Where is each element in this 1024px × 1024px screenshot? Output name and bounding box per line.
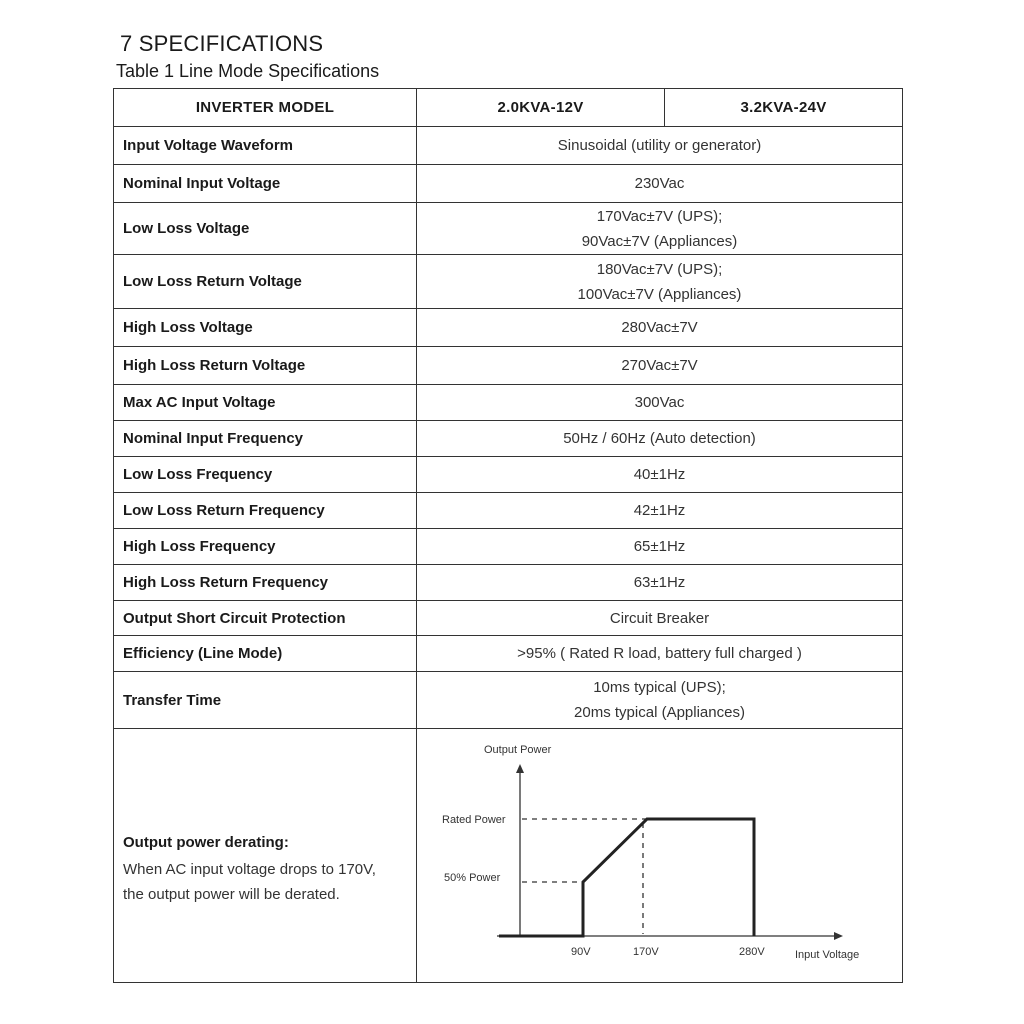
- row-value: 300Vac: [417, 385, 903, 421]
- row-label: High Loss Return Voltage: [114, 347, 417, 385]
- row-label: Low Loss Voltage: [114, 203, 417, 255]
- row-value: Sinusoidal (utility or generator): [417, 127, 903, 165]
- row-value-line1: 180Vac±7V (UPS);: [596, 260, 723, 278]
- x-tick-280v: 280V: [739, 945, 765, 958]
- table-row: [114, 601, 903, 636]
- derating-chart: [417, 731, 901, 981]
- row-value: 40±1Hz: [417, 457, 903, 493]
- row-value: 42±1Hz: [417, 493, 903, 529]
- row-value-line2: 20ms typical (Appliances): [574, 704, 745, 721]
- row-value-line1: 10ms typical (UPS);: [593, 679, 726, 696]
- row-label: Output Short Circuit Protection: [114, 601, 417, 636]
- table-row: [114, 421, 903, 457]
- table-row: [114, 636, 903, 672]
- table-row: [114, 127, 903, 165]
- derating-chart-cell: [417, 729, 903, 983]
- row-label: Input Voltage Waveform: [114, 127, 417, 165]
- row-label: High Loss Frequency: [114, 529, 417, 565]
- derating-curve: [499, 819, 754, 936]
- row-label: Low Loss Return Frequency: [114, 493, 417, 529]
- x-axis-arrow-icon: [834, 932, 843, 940]
- row-value-line1: 170Vac±7V (UPS);: [596, 207, 723, 225]
- row-label: High Loss Return Frequency: [114, 565, 417, 601]
- y-axis-arrow-icon: [516, 764, 524, 773]
- row-label: Low Loss Frequency: [114, 457, 417, 493]
- row-value-line2: 90Vac±7V (Appliances): [581, 232, 738, 250]
- y-axis-label: Output Power: [484, 743, 552, 756]
- row-value: 65±1Hz: [417, 529, 903, 565]
- derating-label-cell: [114, 729, 417, 983]
- derating-desc-line2: the output power will be derated.: [123, 886, 340, 903]
- row-value: 230Vac: [417, 165, 903, 203]
- table-row: [114, 672, 903, 729]
- half-power-label: 50% Power: [444, 871, 501, 884]
- table-row: [114, 255, 903, 309]
- row-label: Nominal Input Frequency: [114, 421, 417, 457]
- table-row: [114, 457, 903, 493]
- section-title: 7 SPECIFICATIONS: [120, 31, 324, 56]
- header-model-a: 2.0KVA-12V: [417, 89, 665, 127]
- row-value: [417, 672, 903, 729]
- row-label: Low Loss Return Voltage: [114, 255, 417, 309]
- row-value: [417, 203, 903, 255]
- row-value: [417, 255, 903, 309]
- table-row: [114, 203, 903, 255]
- spec-table: [113, 88, 903, 983]
- row-value: 50Hz / 60Hz (Auto detection): [417, 421, 903, 457]
- x-axis-label: Input Voltage: [795, 948, 860, 961]
- table-row: [114, 385, 903, 421]
- derating-title: Output power derating:: [123, 834, 289, 851]
- table-row: [114, 165, 903, 203]
- row-value: 280Vac±7V: [417, 309, 903, 347]
- table-header-row: [114, 89, 903, 127]
- x-tick-170v: 170V: [633, 945, 659, 958]
- derating-desc-line1: When AC input voltage drops to 170V,: [123, 861, 376, 878]
- row-value: 270Vac±7V: [417, 347, 903, 385]
- row-label: Max AC Input Voltage: [114, 385, 417, 421]
- table-row: [114, 493, 903, 529]
- derating-row: [114, 729, 903, 983]
- header-model-label: INVERTER MODEL: [114, 89, 417, 127]
- row-value: 63±1Hz: [417, 565, 903, 601]
- row-label: Efficiency (Line Mode): [114, 636, 417, 672]
- table-row: [114, 565, 903, 601]
- table-row: [114, 347, 903, 385]
- table-row: [114, 529, 903, 565]
- table-row: [114, 309, 903, 347]
- table-title: Table 1 Line Mode Specifications: [116, 61, 380, 81]
- rated-power-label: Rated Power: [442, 813, 506, 826]
- row-value: >95% ( Rated R load, battery full charged ): [417, 636, 903, 672]
- row-label: High Loss Voltage: [114, 309, 417, 347]
- row-value-line2: 100Vac±7V (Appliances): [577, 285, 742, 303]
- header-model-b: 3.2KVA-24V: [665, 89, 903, 127]
- x-tick-90v: 90V: [571, 945, 591, 958]
- row-label: Transfer Time: [114, 672, 417, 729]
- row-label: Nominal Input Voltage: [114, 165, 417, 203]
- row-value: Circuit Breaker: [417, 601, 903, 636]
